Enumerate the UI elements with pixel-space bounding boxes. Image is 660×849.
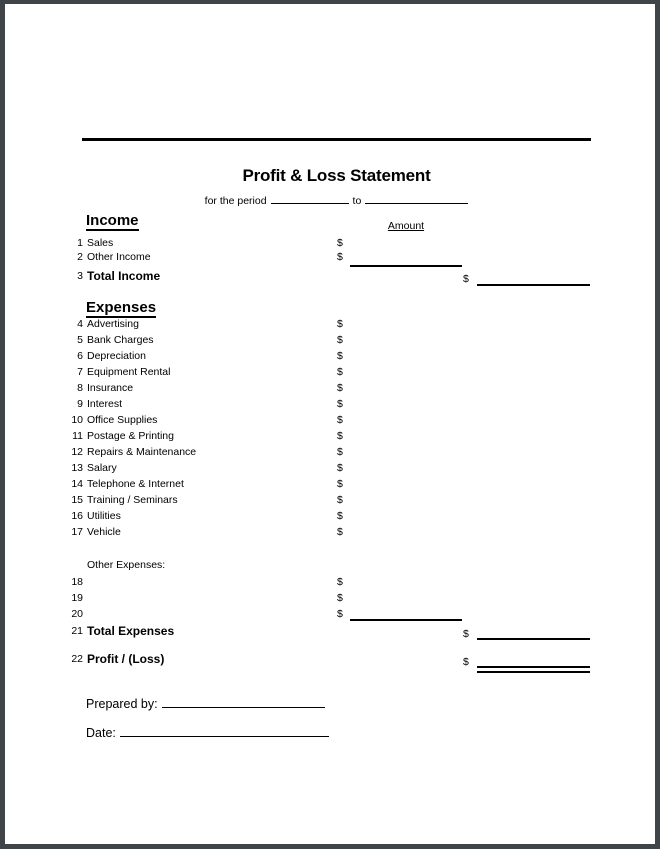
row-number: 20	[71, 608, 83, 620]
row-number: 16	[71, 510, 83, 522]
expense-row	[0, 494, 660, 508]
row-number: 10	[71, 414, 83, 426]
dollar-sign: $	[337, 430, 343, 442]
row-label: Other Income	[87, 251, 151, 263]
header-rule	[82, 138, 591, 141]
row-number: 4	[77, 318, 83, 330]
prepared-by-label: Prepared by:	[86, 697, 158, 711]
row-number: 7	[77, 366, 83, 378]
other-expense-row	[0, 608, 660, 622]
dollar-sign: $	[337, 382, 343, 394]
expense-row	[0, 366, 660, 380]
dollar-sign: $	[463, 656, 469, 668]
total-income-line	[477, 284, 590, 286]
row-number: 21	[71, 625, 83, 637]
row-number: 1	[77, 237, 83, 249]
expense-row	[0, 478, 660, 492]
row-label: Utilities	[87, 510, 121, 522]
dollar-sign: $	[337, 608, 343, 620]
row-label: Postage & Printing	[87, 430, 174, 442]
expense-row	[0, 446, 660, 460]
income-row	[0, 251, 660, 265]
dollar-sign: $	[337, 398, 343, 410]
dollar-sign: $	[463, 628, 469, 640]
prepared-by-blank	[162, 694, 325, 708]
dollar-sign: $	[337, 366, 343, 378]
other-expenses-label: Other Expenses:	[87, 559, 166, 571]
expense-row	[0, 398, 660, 412]
row-label: Repairs & Maintenance	[87, 446, 197, 458]
dollar-sign: $	[337, 494, 343, 506]
total-expenses-line	[477, 638, 590, 640]
date-blank	[120, 723, 329, 737]
row-label: Equipment Rental	[87, 366, 171, 378]
expense-row	[0, 414, 660, 428]
row-label: Training / Seminars	[87, 494, 178, 506]
dollar-sign: $	[337, 334, 343, 346]
row-label: Office Supplies	[87, 414, 158, 426]
total-income-row	[0, 269, 660, 285]
row-label: Depreciation	[87, 350, 146, 362]
row-label: Bank Charges	[87, 334, 154, 346]
dollar-sign: $	[337, 237, 343, 249]
expenses-subtotal-line	[350, 619, 462, 621]
dollar-sign: $	[337, 592, 343, 604]
row-number: 8	[77, 382, 83, 394]
row-number: 5	[77, 334, 83, 346]
profit-loss-double-line-bottom	[477, 671, 590, 673]
row-number: 3	[77, 270, 83, 282]
period-to-blank	[365, 192, 468, 204]
expense-row	[0, 382, 660, 396]
row-number: 9	[77, 398, 83, 410]
expense-row	[0, 350, 660, 364]
income-heading: Income	[86, 212, 139, 229]
dollar-sign: $	[337, 414, 343, 426]
row-number: 13	[71, 462, 83, 474]
dollar-sign: $	[337, 462, 343, 474]
period-prefix-label: for the period	[204, 195, 267, 207]
row-number: 19	[71, 592, 83, 604]
prepared-by-line	[86, 694, 325, 711]
dollar-sign: $	[337, 510, 343, 522]
row-label: Insurance	[87, 382, 134, 394]
row-label: Total Income	[87, 269, 161, 283]
dollar-sign: $	[337, 251, 343, 263]
other-expense-row	[0, 592, 660, 606]
row-label: Vehicle	[87, 526, 121, 538]
row-number: 11	[72, 430, 83, 442]
row-number: 2	[77, 251, 83, 263]
expense-row	[0, 526, 660, 540]
dollar-sign: $	[337, 478, 343, 490]
row-label: Profit / (Loss)	[87, 652, 165, 666]
row-number: 18	[71, 576, 83, 588]
row-label: Telephone & Internet	[87, 478, 184, 490]
expense-row	[0, 318, 660, 332]
row-number: 15	[71, 494, 83, 506]
row-label: Interest	[87, 398, 123, 410]
expense-row	[0, 462, 660, 476]
date-label: Date:	[86, 726, 116, 740]
other-expense-row	[0, 576, 660, 590]
row-number: 14	[71, 478, 83, 490]
document-title: Profit & Loss Statement	[242, 166, 431, 185]
dollar-sign: $	[463, 273, 469, 285]
income-row	[0, 237, 660, 251]
dollar-sign: $	[337, 318, 343, 330]
period-connector-label: to	[352, 195, 362, 207]
dollar-sign: $	[337, 446, 343, 458]
row-number: 22	[71, 653, 83, 665]
row-label: Salary	[87, 462, 117, 474]
row-number: 12	[71, 446, 83, 458]
dollar-sign: $	[337, 576, 343, 588]
income-subtotal-line	[350, 265, 462, 267]
row-label: Total Expenses	[87, 624, 175, 638]
row-label: Advertising	[87, 318, 139, 330]
amount-column-header: Amount	[387, 220, 425, 232]
row-number: 6	[77, 350, 83, 362]
expense-row	[0, 334, 660, 348]
period-line	[82, 192, 591, 207]
dollar-sign: $	[337, 526, 343, 538]
expense-row	[0, 430, 660, 444]
date-line	[86, 723, 329, 740]
expenses-heading: Expenses	[86, 299, 157, 316]
expense-row	[0, 510, 660, 524]
period-from-blank	[271, 192, 349, 204]
row-label: Sales	[87, 237, 114, 249]
profit-loss-double-line-top	[477, 666, 590, 668]
dollar-sign: $	[337, 350, 343, 362]
row-number: 17	[71, 526, 83, 538]
